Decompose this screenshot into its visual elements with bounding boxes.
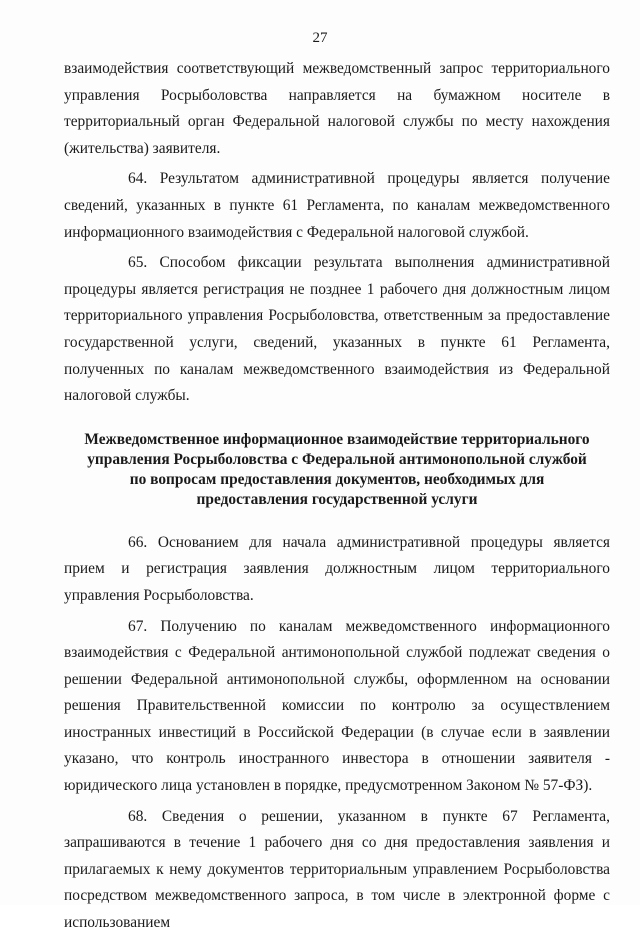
paragraph-68: 68. Сведения о решении, указанном в пункте 67 Регламента, запрашиваются в течение 1 рабочего дня со дня предоставления заявления и прилагаемых к нему документов территориальным управлением Росрыболовства посредством межведомственного запроса, в том числе в электронной форме с использованием (64, 807, 610, 932)
paragraph-65: 65. Способом фиксации результата выполнения административной процедуры является регистрация не позднее 1 рабочего дня должностным лицом территориального управления Росрыболовства, ответственным за предоставление государственной услуги, сведений, указанных в пункте 61 Регламента, полученных по каналам межведомственного взаимодействия из Федеральной налоговой службы. (64, 254, 610, 405)
paragraph-67: 67. Получению по каналам межведомственного информационного взаимодействия с Федеральной антимонопольной службой подлежат сведения о решении Федеральной антимонопольной службы, оформленном на основании решения Правительственной комиссии по контролю за осуществлением иностранных инвестиций в Российской Федерации (в случае если в заявлении указано, что контроль иностранного инвестора в отношении заявителя - юридического лица установлен в порядке, предусмотренном Законом № 57-ФЗ). (64, 617, 610, 795)
paragraph-continuation: взаимодействия соответствующий межведомственный запрос территориального управления Росрыболовства направляется на бумажном носителе в территориальный орган Федеральной налоговой службы по месту нахождения (жительства) заявителя. (64, 60, 610, 157)
section-heading: Межведомственное информационное взаимодействие территориального управления Росрыболовства с Федеральной антимонопольной службой по вопросам предоставления документов, необходимых для предоставления государственной услуги (84, 430, 590, 508)
document-body (64, 56, 610, 941)
paragraph-64: 64. Результатом административной процедуры является получение сведений, указанных в пункте 61 Регламента, по каналам межведомственного информационного взаимодействия с Федеральной налоговой службой. (64, 170, 610, 241)
page-number: 27 (312, 30, 328, 46)
paragraph-66: 66. Основанием для начала административной процедуры является прием и регистрация заявления должностным лицом территориального управления Росрыболовства. (64, 533, 610, 604)
